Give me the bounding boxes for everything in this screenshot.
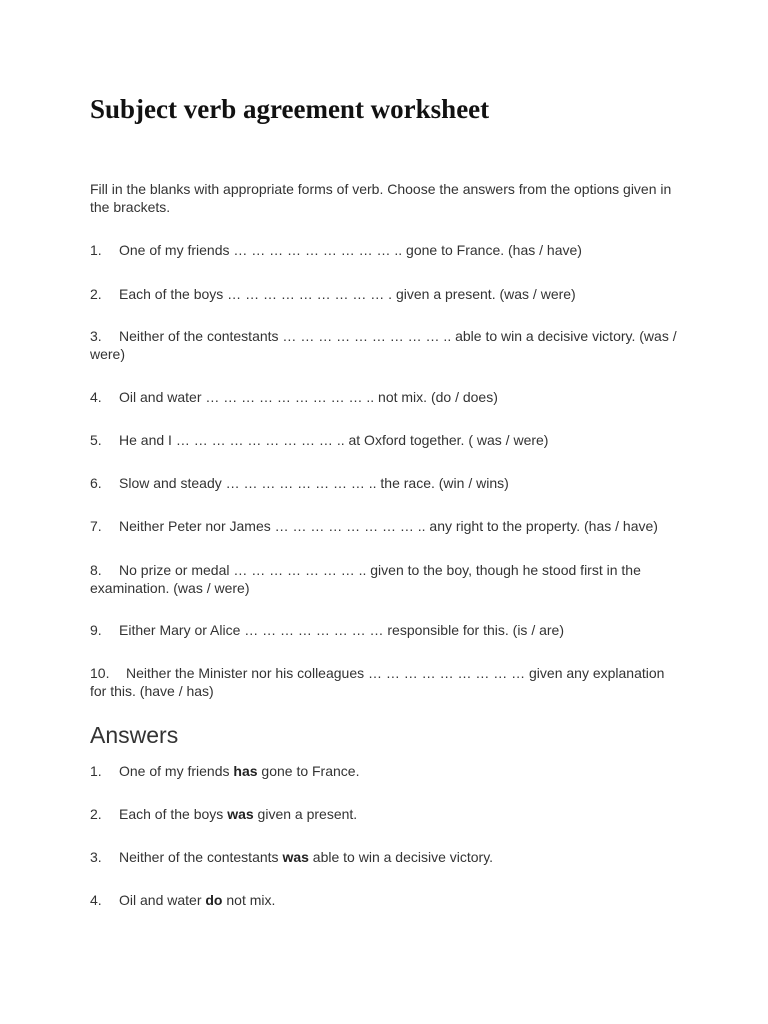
answer-item — [90, 891, 680, 909]
question-number: 8. — [90, 562, 102, 578]
question-item — [90, 561, 680, 597]
question-number: 9. — [90, 622, 102, 638]
question-text: Slow and steady … … … … … … … … .. the race. (win / wins) — [119, 475, 509, 491]
answer-number: 2. — [90, 806, 102, 822]
question-number: 7. — [90, 518, 102, 534]
answer-text-before: Neither of the contestants — [119, 849, 283, 865]
question-text: Oil and water … … … … … … … … … .. not mix. (do / does) — [119, 389, 498, 405]
question-text: Either Mary or Alice … … … … … … … … responsible for this. (is / are) — [119, 622, 564, 638]
question-item — [90, 241, 680, 259]
answer-verb: was — [227, 806, 254, 822]
question-item — [90, 664, 680, 700]
question-item — [90, 621, 680, 639]
question-item — [90, 431, 680, 449]
question-item — [90, 474, 680, 492]
question-number: 1. — [90, 242, 102, 258]
answer-verb: has — [233, 763, 258, 779]
answer-text-after: gone to France. — [257, 763, 360, 779]
answer-verb: do — [205, 892, 223, 908]
answer-number: 4. — [90, 892, 102, 908]
answer-text-after: not mix. — [222, 892, 276, 908]
question-text: Neither of the contestants … … … … … … … … … .. able to win a decisive victory. (was / were) — [90, 328, 677, 362]
question-text: Neither Peter nor James … … … … … … … … .. any right to the property. (has / have) — [119, 518, 658, 534]
answer-text-after: able to win a decisive victory. — [308, 849, 494, 865]
answer-number: 1. — [90, 763, 102, 779]
question-item — [90, 285, 680, 303]
page-title: Subject verb agreement worksheet — [90, 94, 490, 124]
answer-number: 3. — [90, 849, 102, 865]
answer-verb: was — [282, 849, 309, 865]
question-number: 5. — [90, 432, 102, 448]
question-text: He and I … … … … … … … … … .. at Oxford together. ( was / were) — [119, 432, 549, 448]
question-number: 4. — [90, 389, 102, 405]
question-number: 3. — [90, 328, 102, 344]
answer-item — [90, 762, 680, 780]
question-text: Neither the Minister nor his colleagues … … … … … … … … … given any explanation for this. (have / has) — [90, 665, 665, 699]
question-number: 6. — [90, 475, 102, 491]
answer-text-after: given a present. — [253, 806, 358, 822]
question-text: No prize or medal … … … … … … … .. given to the boy, though he stood first in the examination. (was / were) — [90, 562, 641, 596]
question-text: One of my friends … … … … … … … … … .. gone to France. (has / have) — [119, 242, 582, 258]
instructions: Fill in the blanks with appropriate forms of verb. Choose the answers from the options given in the brackets. — [90, 181, 672, 215]
answers-heading: Answers — [90, 722, 179, 748]
answer-item — [90, 848, 680, 866]
question-text: Each of the boys … … … … … … … … … . given a present. (was / were) — [119, 286, 576, 302]
answer-item — [90, 805, 680, 823]
answer-text-before: Oil and water — [119, 892, 206, 908]
question-item — [90, 327, 680, 363]
question-item — [90, 517, 680, 535]
question-number: 2. — [90, 286, 102, 302]
question-number: 10. — [90, 665, 110, 681]
answer-text-before: One of my friends — [119, 763, 234, 779]
question-item — [90, 388, 680, 406]
answer-text-before: Each of the boys — [119, 806, 228, 822]
